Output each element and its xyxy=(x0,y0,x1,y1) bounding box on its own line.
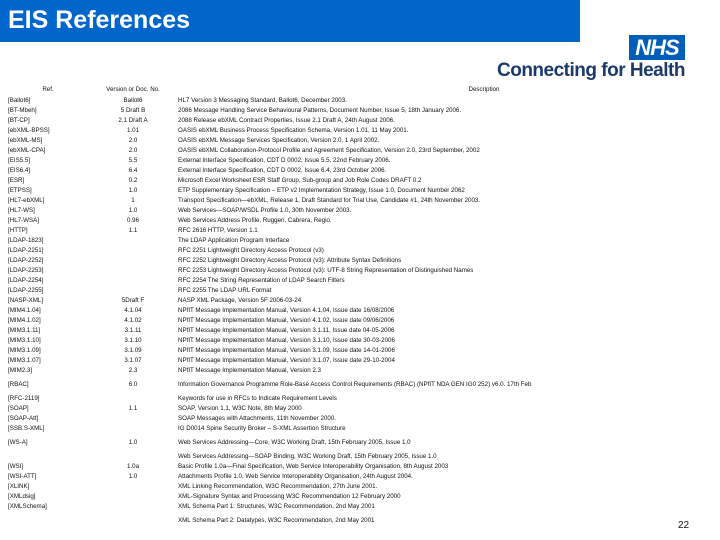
row-ref xyxy=(8,451,88,461)
table-row xyxy=(8,375,710,393)
table-row xyxy=(8,175,710,185)
row-ref: [MIM2.3] xyxy=(8,366,33,374)
row-ref: [WSI] xyxy=(8,462,24,470)
row-description: NASP XML Package, Version 5F 2006-03-24 xyxy=(178,296,302,304)
row-version xyxy=(88,491,178,501)
row-description: NPfIT Message Implementation Manual, Version 3.1.11, Issue date 04-05-2006 xyxy=(178,326,395,334)
row-version: 2.1 Draft A xyxy=(118,116,148,124)
row-description: IG D0014 Spine Security Broker – S-XML Assertion Structure xyxy=(178,424,346,432)
row-ref: [RBAC] xyxy=(8,380,29,388)
row-description: HL7 Version 3 Messaging Standard, Ballot6, December 2003. xyxy=(178,96,347,104)
row-version: 3.1.10 xyxy=(124,336,142,344)
row-description: ETP Supplementary Specification – ETP v2 Implementation Strategy, Issue 1.0, Document Number 2062 xyxy=(178,186,465,194)
row-version xyxy=(88,501,178,511)
table-row xyxy=(8,275,710,285)
row-description: The LDAP Application Program Interface xyxy=(178,236,290,244)
row-description: RFC 2252 Lightweight Directory Access Protocol (v3): Attribute Syntax Definitions xyxy=(178,256,402,264)
table-row xyxy=(8,461,710,471)
row-version: 5.5 xyxy=(128,156,138,164)
row-version: 3.1.07 xyxy=(124,356,142,364)
row-version xyxy=(88,275,178,285)
row-ref: [EIS6.4] xyxy=(8,166,31,174)
row-description: 2088 Release ebXML Contract Properties, Issue 2.1 Draft A, 24th August 2006. xyxy=(178,116,395,124)
row-description: Transport Specification—ebXML, Release 1, Draft Standard for Trial Use, Candidate #1, 24th November 2003. xyxy=(178,196,481,204)
row-description: Information Governance Programme Role-Base Access Control Requirements (RBAC) (NPfIT NDA GEN IG0 252) v6.0. 17th Feb xyxy=(178,380,532,388)
row-version xyxy=(88,255,178,265)
row-description: XML Schema Part 2: Datatypes, W3C Recommendation, 2nd May 2001 xyxy=(178,516,375,524)
row-description: NPfIT Message Implementation Manual, Version 2.3 xyxy=(178,366,321,374)
table-row xyxy=(8,215,710,225)
row-description: XML Schema Part 1: Structures, W3C Recommendation, 2nd May 2001 xyxy=(178,502,375,510)
table-row xyxy=(8,135,710,145)
row-ref: [MIM3.1.11] xyxy=(8,326,41,334)
row-ref: [HL7-ebXML] xyxy=(8,196,45,204)
row-ref: [ebXML-MS] xyxy=(8,136,43,144)
table-row xyxy=(8,315,710,325)
row-ref: [NASP-XML] xyxy=(8,296,44,304)
row-version: 2.0 xyxy=(128,146,138,154)
row-ref: [MIM4.1.04] xyxy=(8,306,41,314)
row-ref: [LDAP-2254] xyxy=(8,276,44,284)
table-row xyxy=(8,345,710,355)
row-ref: [MIM3.1.07] xyxy=(8,356,41,364)
row-version: 1.01 xyxy=(126,126,140,134)
table-row xyxy=(8,155,710,165)
row-description: Web Services—SOAP/WSDL Profile 1.0, 30th November 2003. xyxy=(178,206,352,214)
row-description: NPfIT Message Implementation Manual, Version 3.1.10, Issue date 30-03-2006 xyxy=(178,336,395,344)
row-ref: [XMLdsig] xyxy=(8,492,36,500)
logo-tagline: Connecting for Health xyxy=(497,60,685,81)
table-row xyxy=(8,481,710,491)
table-row xyxy=(8,95,710,105)
table-row xyxy=(8,451,710,461)
row-description: SOAP, Version 1.1, W3C Note, 8th May 2000 xyxy=(178,404,302,412)
row-ref: [MIM3.1.09] xyxy=(8,346,41,354)
table-row xyxy=(8,165,710,175)
row-description: RFC 2616 HTTP, Version 1.1 xyxy=(178,226,258,234)
table-row xyxy=(8,235,710,245)
row-version: 1.1 xyxy=(128,226,138,234)
row-version: 0.2 xyxy=(128,176,138,184)
row-ref: [ETPSS] xyxy=(8,186,32,194)
row-version: 2.3 xyxy=(128,366,138,374)
table-row xyxy=(8,471,710,481)
row-ref: [SSB.S-XML] xyxy=(8,424,45,432)
row-ref: [HL7-WSA] xyxy=(8,216,39,224)
table-row xyxy=(8,423,710,433)
row-description: External Interface Specification, CDT D 0002, Issue 6.4, 23rd October 2006. xyxy=(178,166,387,174)
row-version: 1.1 xyxy=(128,404,138,412)
row-ref: [Ballot6] xyxy=(8,96,31,104)
row-description: SOAP Messages with Attachments, 11th November 2000. xyxy=(178,414,336,422)
row-ref: [LDAP-2253] xyxy=(8,266,44,274)
references-table xyxy=(8,84,710,529)
table-row xyxy=(8,105,710,115)
row-version xyxy=(88,481,178,491)
row-version: 3.1.09 xyxy=(124,346,142,354)
row-description: OASIS ebXML Message Services Specification, Version 2.0, 1 April 2002. xyxy=(178,136,380,144)
row-version xyxy=(88,393,178,403)
row-version xyxy=(88,423,178,433)
row-version: 6.0 xyxy=(128,380,138,388)
row-description: Attachments Profile 1.0, Web Service Interoperability Organisation, 24th August 2004. xyxy=(178,472,413,480)
row-version xyxy=(88,265,178,275)
row-description: NPfIT Message Implementation Manual, Version 4.1.04, Issue date 16/08/2006 xyxy=(178,306,395,314)
row-ref: [XMLSchema] xyxy=(8,502,47,510)
row-description: NPfIT Message Implementation Manual, Version 3.1.07, Issue date 29-10-2004 xyxy=(178,356,395,364)
table-row xyxy=(8,285,710,295)
table-row xyxy=(8,403,710,413)
table-row xyxy=(8,185,710,195)
row-version: 1.0 xyxy=(128,186,138,194)
table-row xyxy=(8,393,710,403)
table-row xyxy=(8,365,710,375)
row-version xyxy=(88,235,178,245)
row-ref: [ebXML-BPSS] xyxy=(8,126,50,134)
table-row xyxy=(8,325,710,335)
row-version: 1.0 xyxy=(128,472,138,480)
row-ref: [ebXML-CPA] xyxy=(8,146,46,154)
table-row xyxy=(8,511,710,529)
table-row xyxy=(8,335,710,345)
row-version: 1.0 xyxy=(128,438,138,446)
row-ref: [LDAP-2255] xyxy=(8,286,44,294)
table-row xyxy=(8,265,710,275)
row-ref: [LDAP-1823] xyxy=(8,236,44,244)
row-version xyxy=(88,451,178,461)
row-description: Web Services Addressing—SOAP Binding, W3C Working Draft, 15th February 2005, Issue 1.0 xyxy=(178,452,437,460)
row-description: XML-Signature Syntax and Processing W3C Recommendation 12 February 2000 xyxy=(178,492,401,500)
table-row xyxy=(8,115,710,125)
table-row xyxy=(8,305,710,315)
row-version xyxy=(88,413,178,423)
row-version: 1.0 xyxy=(128,206,138,214)
table-row xyxy=(8,125,710,135)
table-row xyxy=(8,145,710,155)
row-description: RFC 2253 Lightweight Directory Access Protocol (v3): UTF-8 String Representation of Distinguished Names xyxy=(178,266,474,274)
row-description: External Interface Specification, CDT D 0002, Issue 5.5, 22nd February 2006. xyxy=(178,156,391,164)
row-description: RFC 2255 The LDAP URL Format xyxy=(178,286,272,294)
row-ref: [SOAP-Att] xyxy=(8,414,39,422)
header-version: Version or Doc. No. xyxy=(106,86,160,93)
row-version xyxy=(88,285,178,295)
row-description: 2086 Message Handling Service Behavioural Patterns, Document Number, Issue 5, 18th January 2006. xyxy=(178,106,462,114)
row-ref: [LDAP-2252] xyxy=(8,256,44,264)
row-version: 4.1.04 xyxy=(124,306,142,314)
row-description: OASIS ebXML Business Process Specification Schema, Version 1.01, 11 May 2001. xyxy=(178,126,409,134)
row-ref: [ESR] xyxy=(8,176,25,184)
row-version: 1 xyxy=(131,196,135,204)
table-row xyxy=(8,205,710,215)
row-description: Basic Profile 1.0a—Final Specification, Web Service Interoperability Organisation, 8th August 2003 xyxy=(178,462,449,470)
table-row xyxy=(8,295,710,305)
row-ref: [HL7-WS] xyxy=(8,206,35,214)
row-ref: [SOAP] xyxy=(8,404,29,412)
row-version: 0.96 xyxy=(126,216,140,224)
row-description: Web Services Addressing—Core, W3C Working Draft, 15th February 2005, Issue 1.0 xyxy=(178,438,411,446)
table-row xyxy=(8,413,710,423)
row-ref: [XLINK] xyxy=(8,482,30,490)
row-ref: [HTTP] xyxy=(8,226,28,234)
table-row xyxy=(8,225,710,235)
row-ref: [WSI-ATT] xyxy=(8,472,37,480)
row-description: RFC 2254 The String Representation of LDAP Search Filters xyxy=(178,276,345,284)
row-version xyxy=(88,511,178,529)
row-version xyxy=(88,245,178,255)
row-description: NPfIT Message Implementation Manual, Version 3.1.09, Issue date 14-01-2006 xyxy=(178,346,395,354)
row-version: 6.4 xyxy=(128,166,138,174)
header-description: Description xyxy=(468,86,500,93)
row-ref: [RFC-2119] xyxy=(8,394,40,402)
nhs-logo: NHS xyxy=(629,35,685,60)
row-ref: [EIS5.5] xyxy=(8,156,31,164)
row-description: Microsoft Excel Worksheet ESR Staff Group, Sub-group and Job Role Codes DRAFT 0.2 xyxy=(178,176,422,184)
row-ref xyxy=(8,511,88,529)
row-description: NPfIT Message Implementation Manual, Version 4.1.02, Issue date 09/06/2006 xyxy=(178,316,395,324)
row-ref: [WS-A] xyxy=(8,438,28,446)
page-title: EIS References xyxy=(8,6,191,34)
row-description: Keywords for use in RFCs to Indicate Requirement Levels xyxy=(178,394,337,402)
row-version: 2.0 xyxy=(128,136,138,144)
row-ref: [LDAP-2251] xyxy=(8,246,44,254)
title-bar xyxy=(0,0,580,42)
row-ref: [MIM3.1.10] xyxy=(8,336,41,344)
references-body xyxy=(8,95,710,529)
row-version: 5 Draft B xyxy=(120,106,146,114)
table-row xyxy=(8,491,710,501)
table-row xyxy=(8,245,710,255)
table-row xyxy=(8,433,710,451)
row-ref: [BT-Mbeh] xyxy=(8,106,37,114)
table-header-row xyxy=(8,84,710,95)
row-description: OASIS ebXML Collaboration-Protocol Profile and Agreement Specification, Version 2.0, 23rd September, 2002 xyxy=(178,146,480,154)
table-row xyxy=(8,355,710,365)
header-ref: Ref. xyxy=(42,86,54,93)
row-version: Ballot6 xyxy=(123,96,143,104)
row-ref: [MIM4.1.02] xyxy=(8,316,41,324)
row-ref: [BT-CP] xyxy=(8,116,30,124)
row-description: Web Services Address Profile, Ruggeri, Cabrera, Regio. xyxy=(178,216,332,224)
row-description: XML Linking Recommendation, W3C Recommendation, 27th June 2001. xyxy=(178,482,378,490)
row-version: 5Draft F xyxy=(121,296,145,304)
row-version: 4.1.02 xyxy=(124,316,142,324)
row-version: 1.0a xyxy=(126,462,140,470)
row-description: RFC 2251 Lightweight Directory Access Protocol (v3) xyxy=(178,246,324,254)
row-version: 3.1.11 xyxy=(124,326,142,334)
page-number: 22 xyxy=(678,520,690,531)
table-row xyxy=(8,501,710,511)
table-row xyxy=(8,195,710,205)
table-row xyxy=(8,255,710,265)
